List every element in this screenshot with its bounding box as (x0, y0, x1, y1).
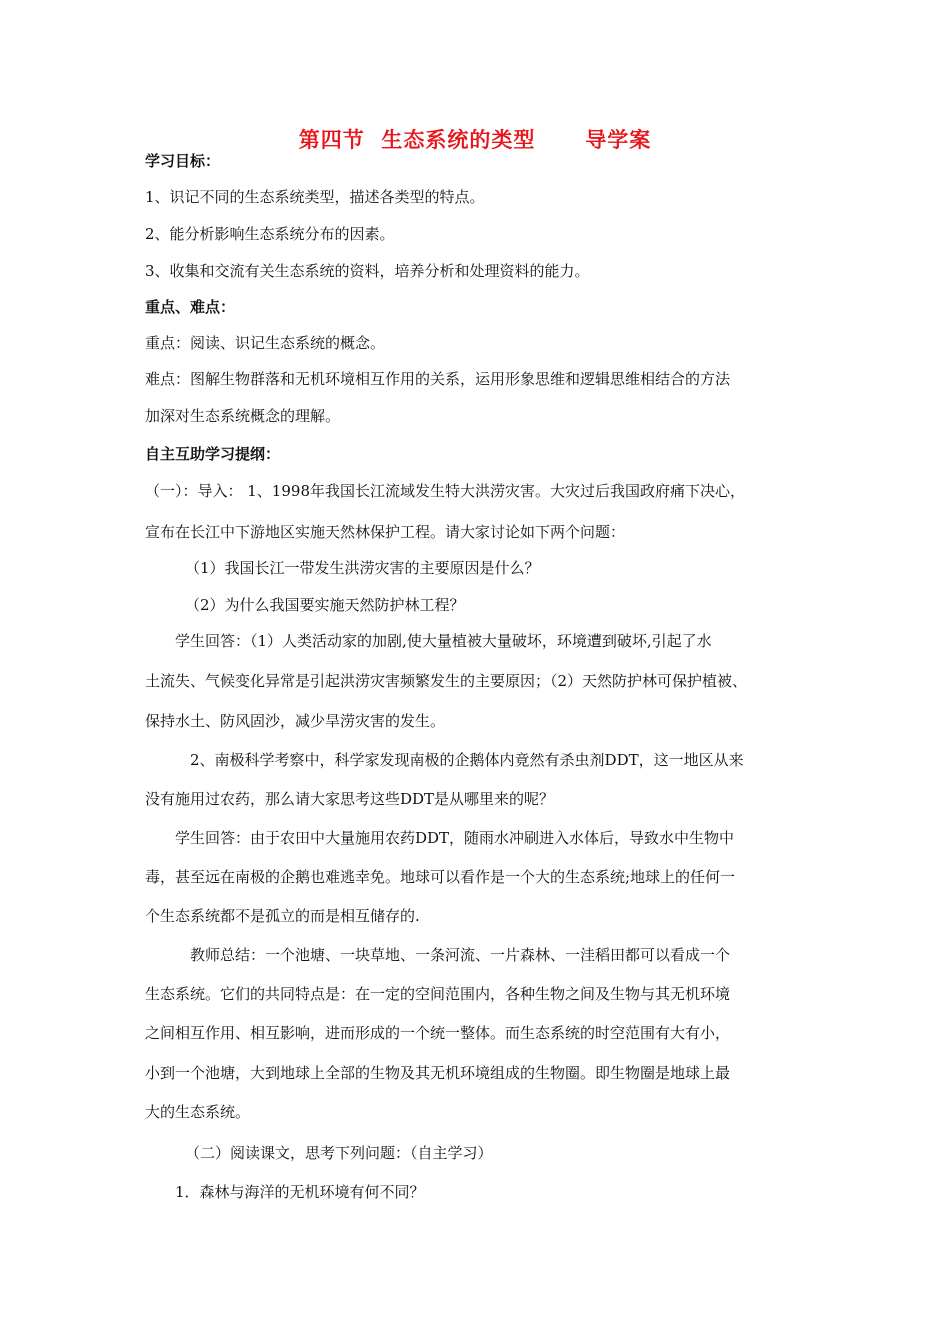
outline-line: 教师总结：一个池塘、一块草地、一条河流、一片森林、一洼稻田都可以看成一个 (190, 946, 731, 964)
objective-item-1: 1、识记不同的生态系统类型，描述各类型的特点。 (145, 188, 485, 206)
objective-item-3: 3、收集和交流有关生态系统的资料，培养分析和处理资料的能力。 (145, 262, 590, 280)
key-points-heading: 重点、难点： (145, 298, 236, 316)
outline-line: （一）：导入： 1、1998年我国长江流域发生特大洪涝灾害。大灾过后我国政府痛下决心， (145, 482, 745, 500)
outline-line: 宣布在长江中下游地区实施天然林保护工程。请大家讨论如下两个问题： (145, 523, 626, 541)
outline-line: （1）我国长江一带发生洪涝灾害的主要原因是什么？ (185, 559, 540, 577)
outline-line: 毒，甚至远在南极的企鹅也难逃幸免。地球可以看作是一个大的生态系统;地球上的任何一 (145, 868, 736, 886)
difficult-point-text-1: 难点：图解生物群落和无机环境相互作用的关系，运用形象思维和逻辑思维相结合的方法 (145, 370, 731, 388)
page-title: 第四节 生态系统的类型 导学案 (298, 128, 652, 152)
difficult-point-text-2: 加深对生态系统概念的理解。 (145, 407, 341, 425)
outline-line: 大的生态系统。 (145, 1103, 251, 1121)
outline-line: 2、南极科学考察中，科学家发现南极的企鹅体内竟然有杀虫剂DDT，这一地区从来 (190, 751, 744, 769)
outline-line: 学生回答：（1）人类活动家的加剧,使大量植被大量破坏，环境遭到破坏,引起了水 (175, 632, 712, 650)
objective-item-2: 2、能分析影响生态系统分布的因素。 (145, 225, 395, 243)
objectives-heading: 学习目标： (145, 152, 221, 170)
outline-line: 1．森林与海洋的无机环境有何不同？ (175, 1183, 425, 1201)
outline-line: （2）为什么我国要实施天然防护林工程？ (185, 596, 465, 614)
outline-line: 生态系统。它们的共同特点是：在一定的空间范围内，各种生物之间及生物与其无机环境 (145, 985, 731, 1003)
outline-line: 之间相互作用、相互影响，进而形成的一个统一整体。而生态系统的时空范围有大有小， (145, 1024, 731, 1042)
outline-line: （二）阅读课文，思考下列问题：（自主学习） (185, 1144, 493, 1162)
key-point-text: 重点：阅读、识记生态系统的概念。 (145, 334, 386, 352)
outline-line: 土流失、气候变化异常是引起洪涝灾害频繁发生的主要原因；（2）天然防护林可保护植被、 (145, 672, 748, 690)
outline-heading: 自主互助学习提纲： (145, 445, 281, 463)
outline-line: 个生态系统都不是孤立的而是相互储存的. (145, 907, 420, 925)
outline-line: 保持水土、防风固沙，减少旱涝灾害的发生。 (145, 712, 446, 730)
outline-line: 没有施用过农药，那么请大家思考这些DDT是从哪里来的呢？ (145, 790, 555, 808)
outline-line: 学生回答：由于农田中大量施用农药DDT，随雨水冲刷进入水体后，导致水中生物中 (175, 829, 735, 847)
outline-line: 小到一个池塘，大到地球上全部的生物及其无机环境组成的生物圈。即生物圈是地球上最 (145, 1064, 731, 1082)
